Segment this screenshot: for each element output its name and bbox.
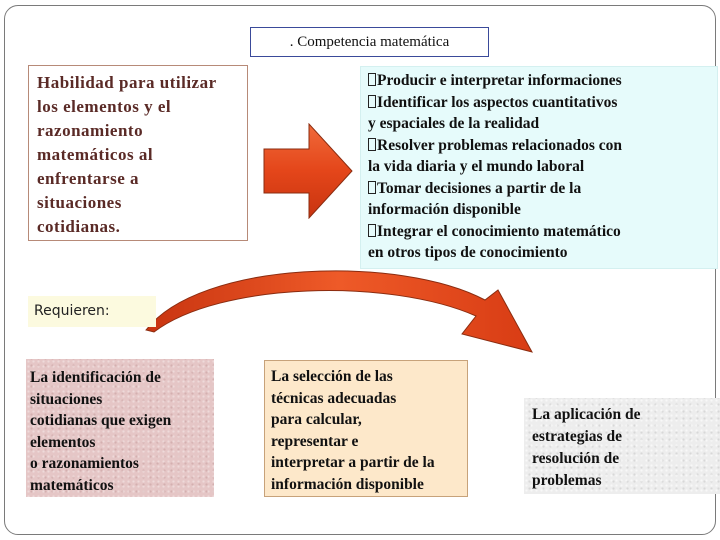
list-item-continuation: en otros tipos de conocimiento — [368, 244, 568, 261]
bullet-box-icon — [368, 95, 376, 108]
list-item: Resolver problemas relacionados con — [368, 135, 711, 157]
list-item-continuation: la vida diaria y el mundo laboral — [368, 158, 585, 175]
list-item: Identificar los aspectos cuantitativos — [368, 92, 711, 114]
list-item-continuation: y espaciales de la realidad — [368, 115, 540, 132]
habilidad-line: Habilidad para utilizar — [37, 73, 217, 92]
seleccion-line: técnicas adecuadas — [271, 389, 397, 407]
list-item: Integrar el conocimiento matemático — [368, 221, 711, 243]
identificacion-line: situaciones — [30, 390, 103, 408]
bullet-box-icon — [368, 73, 376, 86]
list-item: Tomar decisiones a partir de la — [368, 178, 711, 200]
seleccion-line: interpretar a partir de la — [271, 454, 435, 471]
aplicacion-line: resolución de — [532, 450, 620, 467]
seleccion-line: representar e — [271, 432, 359, 450]
habilidad-line: los elementos y el — [37, 97, 172, 116]
curved-arrow-icon — [140, 260, 560, 360]
seleccion-line: información disponible — [271, 475, 424, 493]
identificacion-line: La identificación de — [30, 369, 161, 386]
requieren-label: Requieren: — [28, 296, 156, 327]
title-box — [250, 27, 489, 57]
right-arrow-icon — [263, 123, 353, 219]
title-text: . Competencia matemática — [289, 34, 450, 50]
list-item: Producir e interpretar informaciones — [368, 70, 711, 92]
seleccion-box — [264, 360, 468, 497]
identificacion-line: elementos — [30, 433, 96, 451]
identificacion-line: cotidianas que exigen — [30, 412, 172, 429]
habilidad-line: matemáticos al — [37, 145, 154, 164]
bullet-box-icon — [368, 224, 376, 237]
aplicacion-line: problemas — [532, 472, 602, 489]
habilidad-box — [28, 65, 248, 241]
bullet-box-icon — [368, 181, 376, 194]
identificacion-line: matemáticos — [30, 476, 114, 494]
habilidad-line: razonamiento — [37, 121, 144, 140]
habilidad-line: cotidianas. — [37, 217, 121, 236]
seleccion-line: para calcular, — [271, 411, 362, 428]
aplicacion-line: estrategias de — [532, 428, 622, 445]
habilidad-line: situaciones — [37, 193, 122, 212]
bullet-box-icon — [368, 138, 376, 151]
list-item-continuation: información disponible — [368, 201, 521, 218]
identificacion-line: o razonamientos — [30, 455, 139, 472]
seleccion-line: La selección de las — [271, 368, 393, 385]
habilidad-line: enfrentarse a — [37, 169, 140, 188]
identificacion-box — [26, 359, 214, 497]
aplicacion-line: La aplicación de — [532, 406, 641, 423]
competencias-list — [360, 66, 718, 269]
aplicacion-box — [524, 398, 720, 494]
